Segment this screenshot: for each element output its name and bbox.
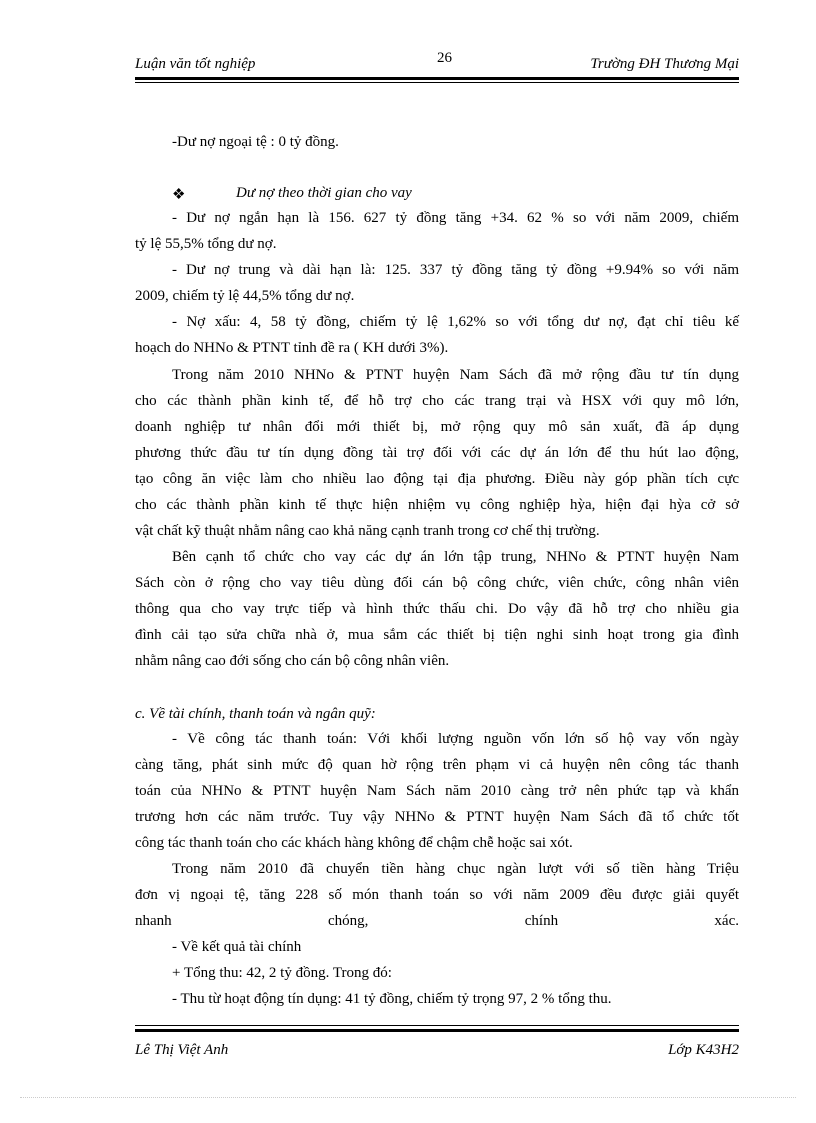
paragraph-line: doanh nghiệp tư nhân đổi mới thiết bị, mở rộng quy mô sản xuất, đã áp dụng <box>135 419 739 435</box>
paragraph-line: - Về công tác thanh toán: Với khối lượng nguồn vốn lớn số hộ vay vốn ngày <box>172 731 739 747</box>
footer-rule-thin <box>135 1025 739 1026</box>
paragraph-line: - Thu từ hoạt động tín dụng: 41 tỷ đồng, chiếm tỷ trọng 97, 2 % tổng thu. <box>172 991 612 1007</box>
paragraph-line: - Về kết quả tài chính <box>172 939 302 955</box>
paragraph-line: công tác thanh toán cho các khách hàng không để chậm chễ hoặc sai xót. <box>135 835 573 851</box>
paragraph-line: Bên cạnh tổ chức cho vay các dự án lớn tập trung, NHNo & PTNT huyện Nam <box>172 549 739 565</box>
paragraph-line: cho các thành phần kinh tế thực hiện nhiệm vụ công nghiệp hỳa, hiện đại hỳa cở sở <box>135 497 739 513</box>
paragraph-line: 2009, chiếm tỷ lệ 44,5% tổng dư nợ. <box>135 288 355 304</box>
paragraph-line: tạo công ăn việc làm cho nhiều lao động tại địa phương. Điều này góp phần tích cực <box>135 471 739 487</box>
paragraph-line: Trong năm 2010 NHNo & PTNT huyện Nam Sách đã mở rộng đầu tư tín dụng <box>172 367 739 383</box>
footer-author: Lê Thị Việt Anh <box>135 1042 229 1058</box>
header-rule-thick <box>135 77 739 80</box>
paragraph-line: phương thức đầu tư tín dụng đồng tài trợ đối với các dự án lớn để thu hút lao động, <box>135 445 739 461</box>
footer-class: Lớp K43H2 <box>668 1042 739 1058</box>
paragraph-line: đình cải tạo sửa chữa nhà ở, mua sắm các thiết bị tiện nghi sinh hoạt trong gia đình <box>135 627 739 643</box>
paragraph-line: cho các thành phần kinh tế, để hỗ trợ cho các trang trại và HSX với quy mô lớn, <box>135 393 739 409</box>
header-rule-thin <box>135 82 739 83</box>
paragraph-line: vật chất kỹ thuật nhằm nâng cao khả năng cạnh tranh trong cơ chế thị trường. <box>135 523 600 539</box>
paragraph-line: -Dư nợ ngoại tệ : 0 tỷ đồng. <box>172 134 339 150</box>
paragraph-line: - Dư nợ trung và dài hạn là: 125. 337 tỷ đồng tăng tỷ đồng +9.94% so với năm <box>172 262 739 278</box>
section-heading: c. Về tài chính, thanh toán và ngân quỹ: <box>135 706 376 722</box>
header-bar <box>135 50 739 80</box>
paragraph-line: nhanh chóng, chính xác. <box>135 913 739 929</box>
paragraph-line: thông qua cho vay trực tiếp và hình thức thấu chi. Do vậy đã hỗ trợ cho nhiều gia <box>135 601 739 617</box>
page-edge-divider <box>20 1097 796 1098</box>
paragraph-line: đơn vị ngoại tệ, tăng 228 số món thanh toán so với năm 2009 đều được giải quyết <box>135 887 739 903</box>
header-thesis-label: Luận văn tốt nghiệp <box>135 56 256 72</box>
footer-rule-thick <box>135 1029 739 1032</box>
paragraph-line: Sách còn ở rộng cho vay tiêu dùng đối cán bộ công chức, viên chức, công nhân viên <box>135 575 739 591</box>
paragraph-line: tỷ lệ 55,5% tổng dư nợ. <box>135 236 277 252</box>
header-university-label: Trường ĐH Thương Mại <box>590 56 739 72</box>
paragraph-line: hoạch do NHNo & PTNT tỉnh đề ra ( KH dưới 3%). <box>135 340 449 356</box>
page-number: 26 <box>437 50 452 66</box>
paragraph-line: nhằm nâng cao đới sống cho cán bộ công nhân viên. <box>135 653 450 669</box>
paragraph-line: càng tăng, phát sinh mức độ quan hờ rộng trên phạm vi cả huyện nên công tác thanh <box>135 757 739 773</box>
paragraph-line: + Tổng thu: 42, 2 tỷ đồng. Trong đó: <box>172 965 392 981</box>
subsection-heading: Dư nợ theo thời gian cho vay <box>236 185 412 201</box>
paragraph-line: trương hơn các năm trước. Tuy vậy NHNo & PTNT huyện Nam Sách đã tổ chức tốt <box>135 809 739 825</box>
paragraph-line: - Dư nợ ngắn hạn là 156. 627 tỷ đồng tăng +34. 62 % so với năm 2009, chiếm <box>172 210 739 226</box>
paragraph-line: - Nợ xấu: 4, 58 tỷ đồng, chiếm tỷ lệ 1,62% so với tổng dư nợ, đạt chỉ tiêu kế <box>172 314 739 330</box>
diamond-bullet-icon: ❖ <box>172 187 186 203</box>
paragraph-line: Trong năm 2010 đã chuyển tiền hàng chục ngàn lượt với số tiền hàng Triệu <box>172 861 739 877</box>
paragraph-line: toán của NHNo & PTNT huyện Nam Sách năm 2010 càng trở nên phức tạp và khẩn <box>135 783 739 799</box>
